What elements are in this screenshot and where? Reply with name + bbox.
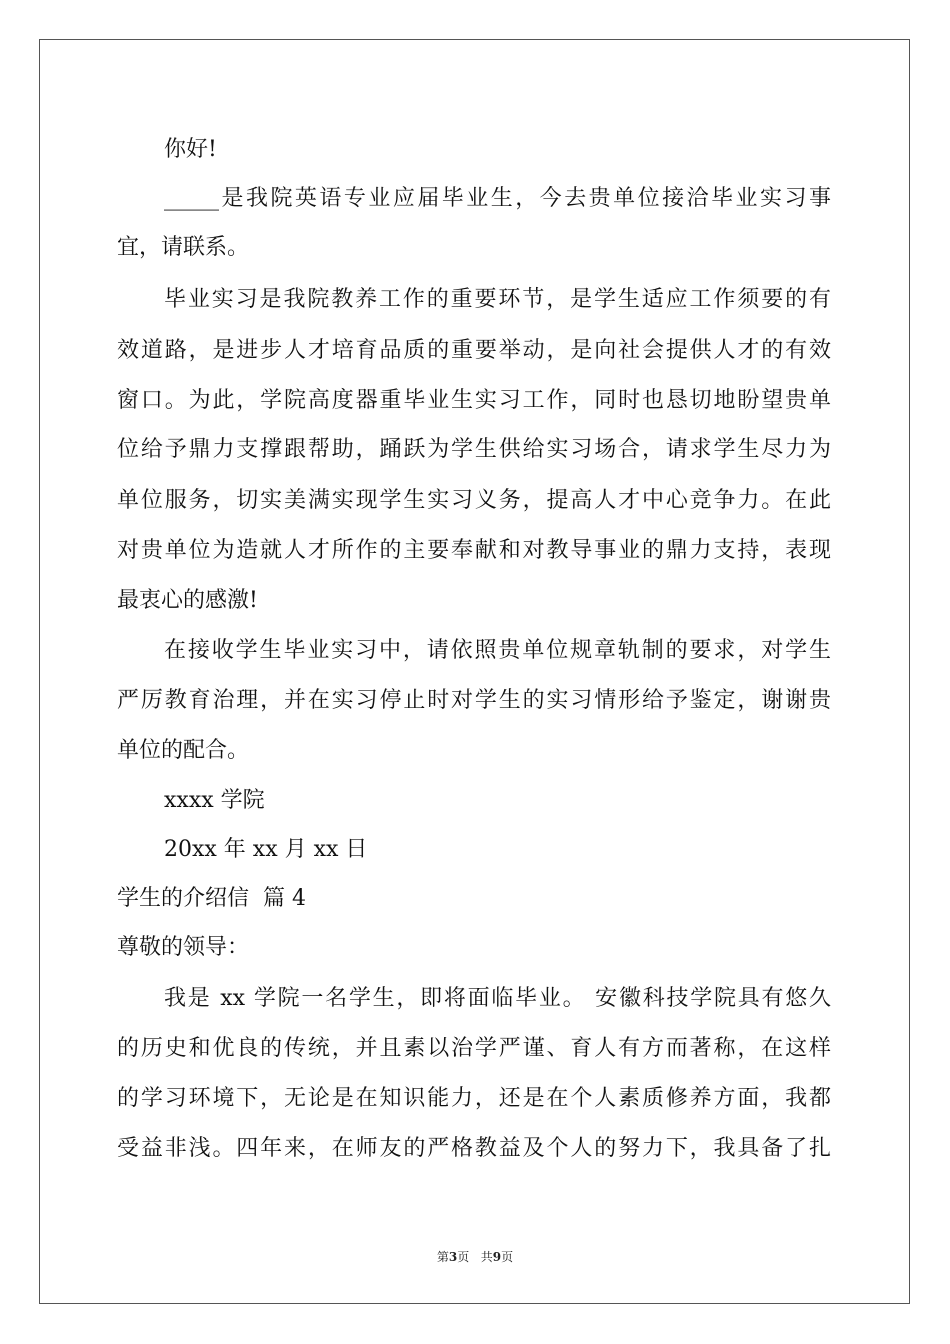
footer-middle: 页 共 (457, 1250, 493, 1264)
section-title: 学生的介绍信 篇 4 (117, 886, 306, 911)
para2-line: 窗口。为此，学院高度器重毕业生实习工作，同时也恳切地盼望贵单 (117, 388, 831, 413)
page-border (39, 39, 910, 1304)
date: 20xx 年 xx 月 xx 日 (164, 837, 368, 862)
para4-line: 受益非浅。四年来，在师友的严格教益及个人的努力下，我具备了扎 (117, 1136, 831, 1161)
para1-line: _____是我院英语专业应届毕业生，今去贵单位接洽毕业实习事 (164, 186, 831, 211)
page-footer (0, 1248, 950, 1265)
footer-suffix: 页 (501, 1250, 514, 1264)
para3-line: 单位的配合。 (117, 738, 250, 763)
greeting: 你好! (164, 137, 217, 162)
para3-line: 严厉教育治理，并在实习停止时对学生的实习情形给予鉴定，谢谢贵 (117, 688, 831, 713)
para2-line: 毕业实习是我院教养工作的重要环节，是学生适应工作须要的有 (164, 287, 831, 312)
para4-line: 我是 xx 学院一名学生，即将面临毕业。 安徽科技学院具有悠久 (164, 986, 831, 1011)
signature: xxxx 学院 (164, 788, 265, 813)
para1-line: 宜，请联系。 (117, 235, 250, 260)
footer-prefix: 第 (436, 1250, 449, 1264)
para4-line: 的学习环境下，无论是在知识能力，还是在个人素质修养方面，我都 (117, 1086, 831, 1111)
current-page-number: 3 (448, 1250, 458, 1264)
total-pages-number: 9 (492, 1250, 502, 1264)
para3-line: 在接收学生毕业实习中，请依照贵单位规章轨制的要求，对学生 (164, 638, 831, 663)
para2-line: 最衷心的感激! (117, 588, 258, 613)
para4-line: 的历史和优良的传统，并且素以治学严谨、育人有方而著称，在这样 (117, 1036, 831, 1061)
para2-line: 效道路，是进步人才培育品质的重要举动，是向社会提供人才的有效 (117, 338, 831, 363)
salutation: 尊敬的领导： (117, 935, 250, 960)
para2-line: 位给予鼎力支撑跟帮助，踊跃为学生供给实习场合，请求学生尽力为 (117, 437, 831, 462)
para2-line: 单位服务，切实美满实现学生实习义务，提高人才中心竞争力。在此 (117, 488, 831, 513)
para2-line: 对贵单位为造就人才所作的主要奉献和对教导事业的鼎力支持，表现 (117, 538, 831, 563)
